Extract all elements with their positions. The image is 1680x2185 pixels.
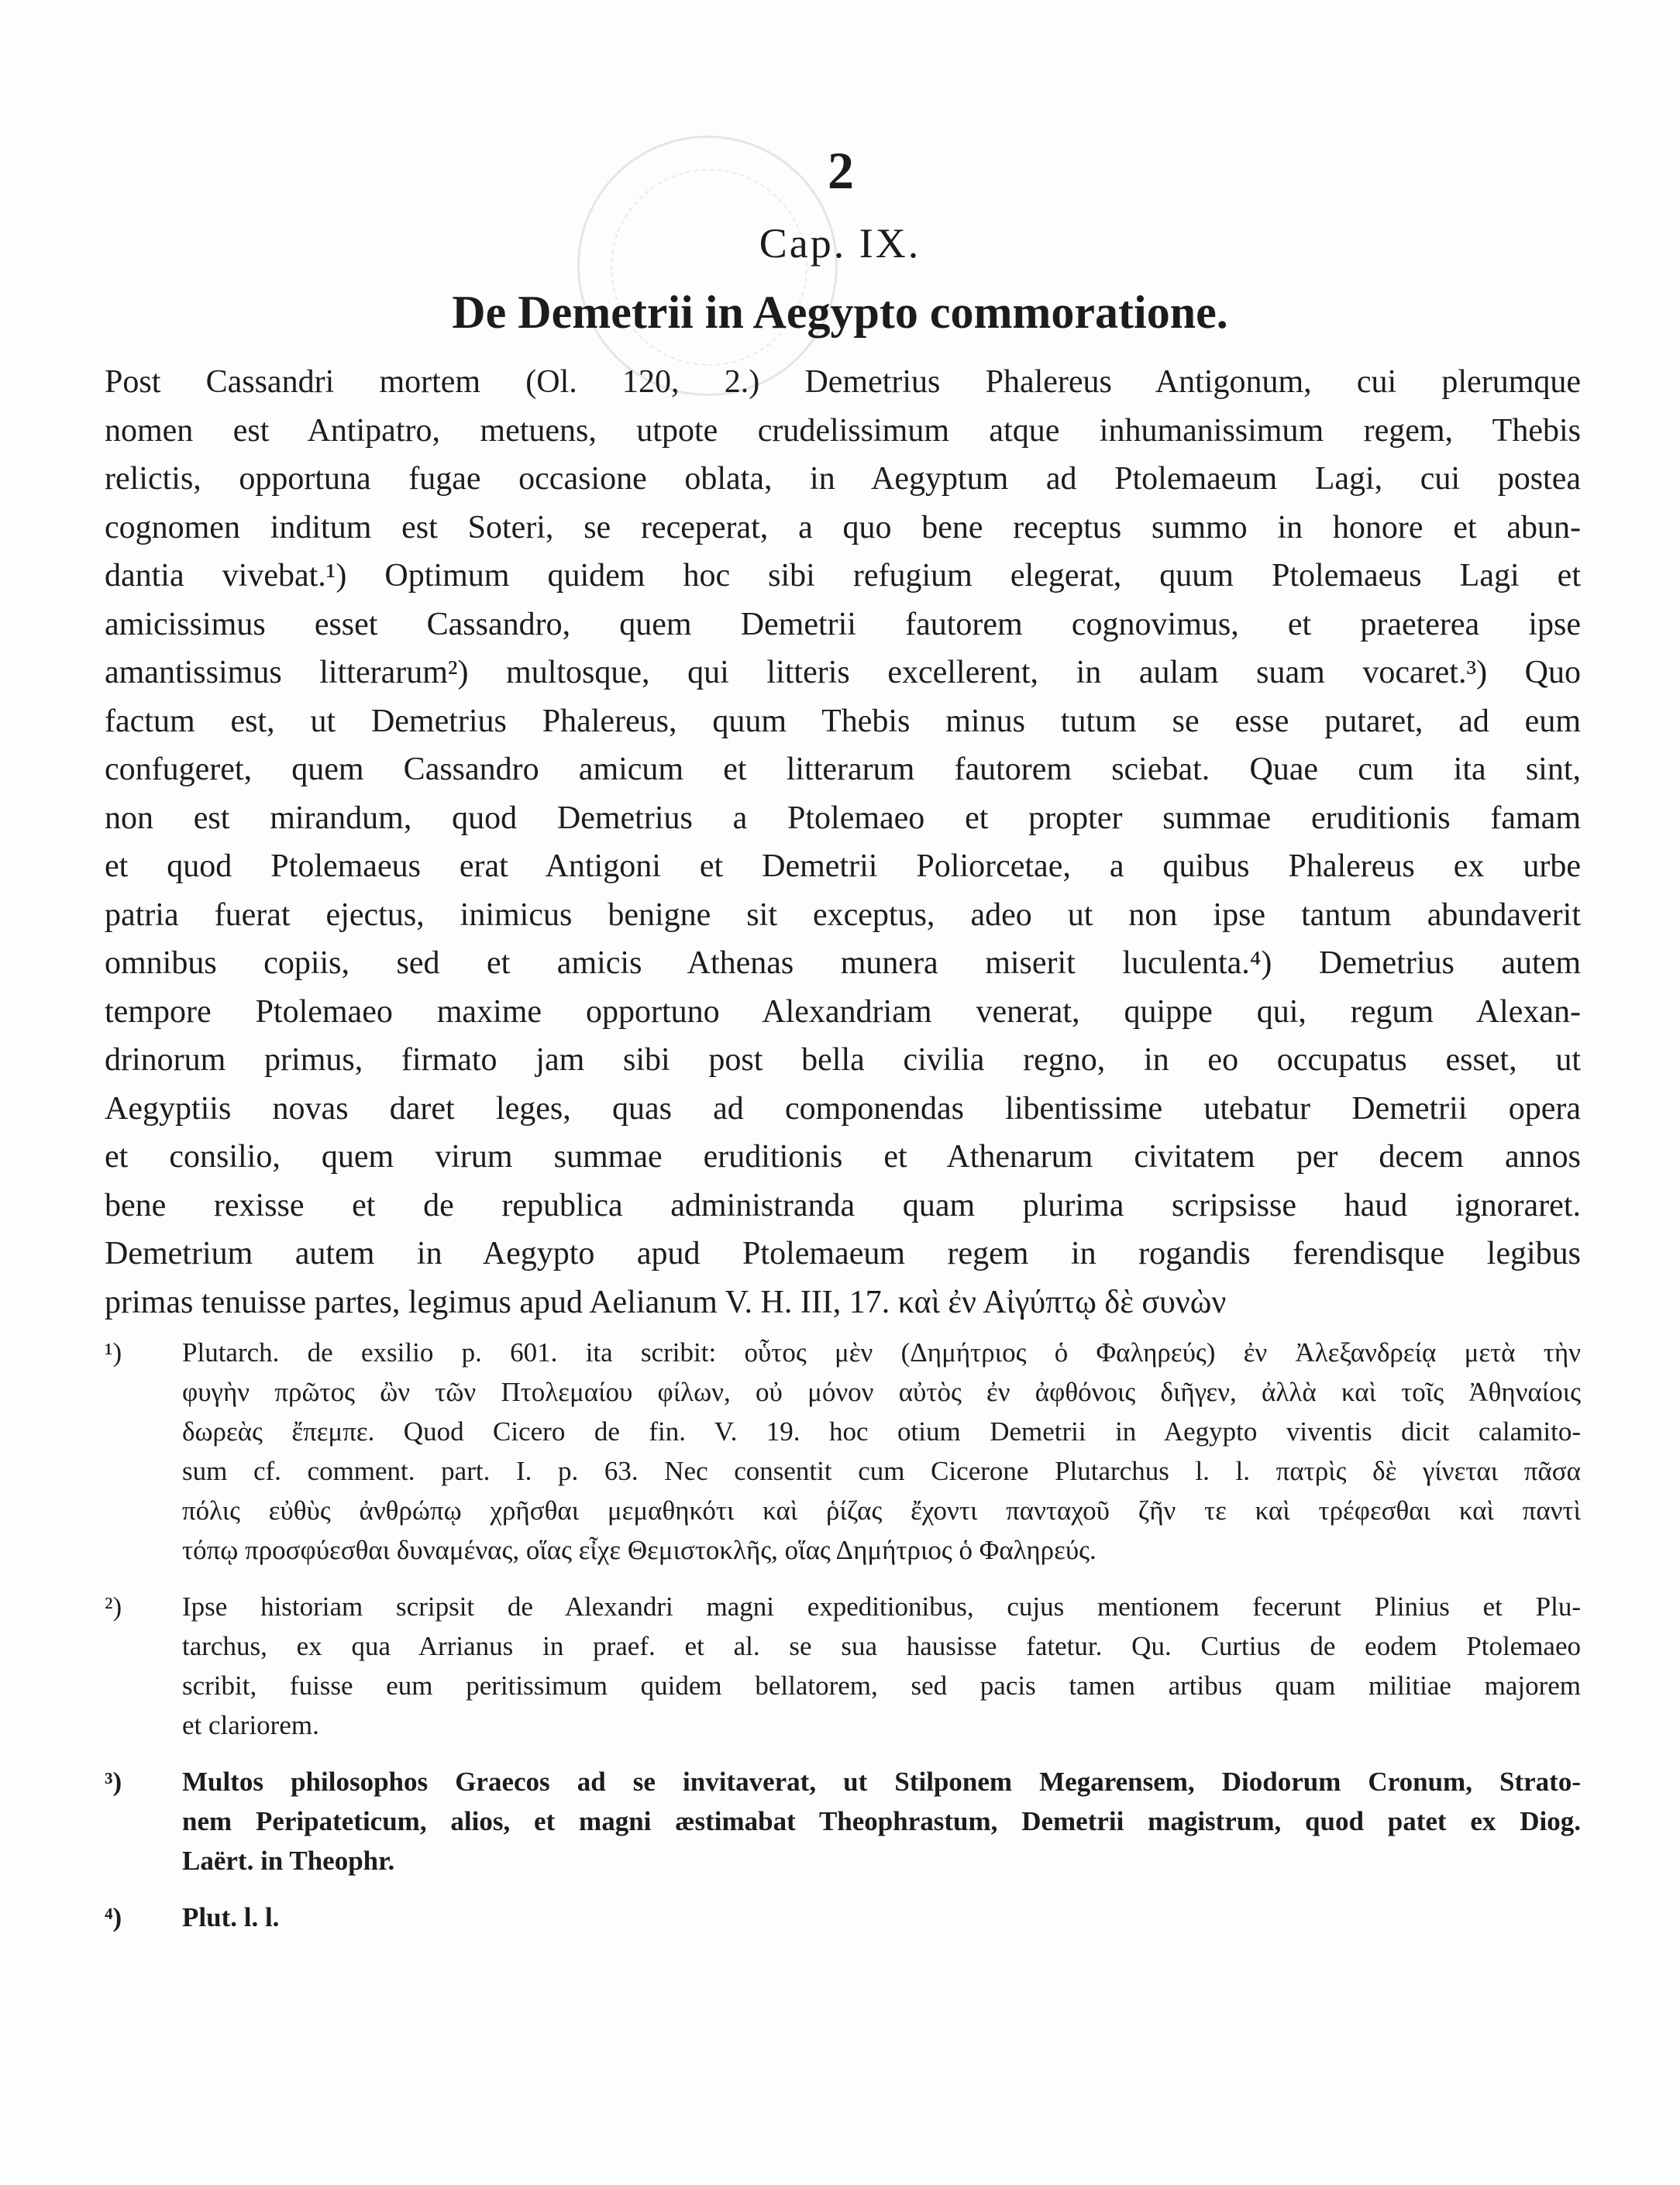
footnote-mark: ²) (105, 1591, 122, 1622)
footnote-line: sum cf. comment. part. I. p. 63. Nec consentit cum Cicerone Plutarchus l. l. πατρὶς δὲ γίνεται πᾶσα (182, 1456, 1581, 1486)
footnote-line: Laërt. in Theophr. (182, 1846, 395, 1876)
body-line: omnibus copiis, sed et amicis Athenas munera miserit luculenta.⁴) Demetrius autem (105, 945, 1581, 981)
body-line: Post Cassandri mortem (Ol. 120, 2.) Demetrius Phalereus Antigonum, cui plerumque (105, 364, 1581, 400)
footnote-line: et clariorem. (182, 1710, 319, 1740)
footnote-line: Plutarch. de exsilio p. 601. ita scribit: οὗτος μὲν (Δημήτριος ὁ Φαληρεύς) ἐν Ἀλεξανδρείᾳ μετὰ τὴν (182, 1337, 1581, 1368)
body-line: patria fuerat ejectus, inimicus benigne sit exceptus, adeo ut non ipse tantum abundaverit (105, 896, 1581, 933)
footnote-mark: ⁴) (105, 1902, 122, 1932)
page-number: 2 (828, 141, 854, 200)
body-line: primas tenuisse partes, legimus apud Aelianum V. H. III, 17. καὶ ἐν Αἰγύπτῳ δὲ συνὼν (105, 1284, 1227, 1320)
body-line: et consilio, quem virum summae eruditionis et Athenarum civitatem per decem annos (105, 1139, 1581, 1175)
body-line: factum est, ut Demetrius Phalereus, quum Thebis minus tutum se esse putaret, ad eum (105, 703, 1581, 739)
chapter-title: De Demetrii in Aegypto commoratione. (452, 287, 1228, 338)
footnote-line: Plut. l. l. (182, 1902, 280, 1932)
footnote-line: Multos philosophos Graecos ad se invitaverat, ut Stilponem Megarensem, Diodorum Cronum, Strato- (182, 1767, 1581, 1797)
footnote-4 (105, 1898, 1581, 1937)
footnotes (105, 1333, 1581, 1954)
body-line: amicissimus esset Cassandro, quem Demetrii fautorem cognovimus, et praeterea ipse (105, 606, 1581, 642)
body-line: nomen est Antipatro, metuens, utpote crudelissimum atque inhumanissimum regem, Thebis (105, 412, 1581, 449)
footnote-mark: ³) (105, 1767, 122, 1797)
body-line: amantissimus litterarum²) multosque, qui litteris excellerent, in aulam suam vocaret.³) Quo (105, 655, 1581, 690)
main-text (105, 358, 1581, 1326)
footnote-3 (105, 1762, 1581, 1880)
body-line: Demetrium autem in Aegypto apud Ptolemaeum regem in rogandis ferendisque legibus (105, 1236, 1581, 1271)
body-line: drinorum primus, firmato jam sibi post bella civilia regno, in eo occupatus esset, ut (105, 1042, 1581, 1078)
chapter-heading: Cap. IX. (759, 220, 921, 267)
body-line: relictis, opportuna fugae occasione oblata, in Aegyptum ad Ptolemaeum Lagi, cui postea (105, 461, 1581, 497)
body-line: confugeret, quem Cassandro amicum et litterarum fautorem sciebat. Quae cum ita sint, (105, 752, 1581, 787)
footnote-line: δωρεὰς ἔπεμπε. Quod Cicero de fin. V. 19. hoc otium Demetrii in Aegypto viventis dicit calamito- (182, 1416, 1581, 1447)
footnote-line: Ipse historiam scripsit de Alexandri magni expeditionibus, cujus mentionem fecerunt Plinius et Plu- (182, 1591, 1581, 1622)
footnote-line: φυγὴν πρῶτος ὢν τῶν Πτολεμαίου φίλων, οὐ μόνον αὐτὸς ἐν ἀφθόνοις διῆγεν, ἀλλὰ καὶ τοῖς Ἀθηναίοις (182, 1377, 1581, 1407)
body-line: tempore Ptolemaeo maxime opportuno Alexandriam venerat, quippe qui, regum Alexan- (105, 993, 1581, 1030)
footnote-2 (105, 1587, 1581, 1745)
body-line: Aegyptiis novas daret leges, quas ad componendas libentissime utebatur Demetrii opera (105, 1090, 1581, 1127)
footnote-line: πόλις εὐθὺς ἀνθρώπῳ χρῆσθαι μεμαθηκότι καὶ ῥίζας ἔχοντι πανταχοῦ ζῆν τε καὶ τρέφεσθαι καὶ παντὶ (182, 1495, 1581, 1526)
body-line: dantia vivebat.¹) Optimum quidem hoc sibi refugium elegerat, quum Ptolemaeus Lagi et (105, 558, 1581, 594)
footnote-line: τόπῳ προσφύεσθαι δυναμένας, οἵας εἶχε Θεμιστοκλῆς, οἵας Δημήτριος ὁ Φαληρεύς. (182, 1535, 1096, 1565)
footnote-1 (105, 1333, 1581, 1570)
footnote-mark: ¹) (105, 1337, 122, 1368)
body-line: cognomen inditum est Soteri, se receperat, a quo bene receptus summo in honore et abun- (105, 509, 1581, 545)
body-line: bene rexisse et de republica administranda quam plurima scripsisse haud ignoraret. (105, 1187, 1581, 1223)
body-line: non est mirandum, quod Demetrius a Ptolemaeo et propter summae eruditionis famam (105, 800, 1581, 836)
footnote-line: nem Peripateticum, alios, et magni æstimabat Theophrastum, Demetrii magistrum, quod patet ex Diog. (182, 1806, 1581, 1836)
footnote-line: tarchus, ex qua Arrianus in praef. et al. se sua hausisse fatetur. Qu. Curtius de eodem Ptolemaeo (182, 1631, 1581, 1661)
body-line: et quod Ptolemaeus erat Antigoni et Demetrii Poliorcetae, a quibus Phalereus ex urbe (105, 848, 1581, 884)
footnote-line: scribit, fuisse eum peritissimum quidem bellatorem, sed pacis tamen artibus quam militiae majorem (182, 1671, 1581, 1701)
